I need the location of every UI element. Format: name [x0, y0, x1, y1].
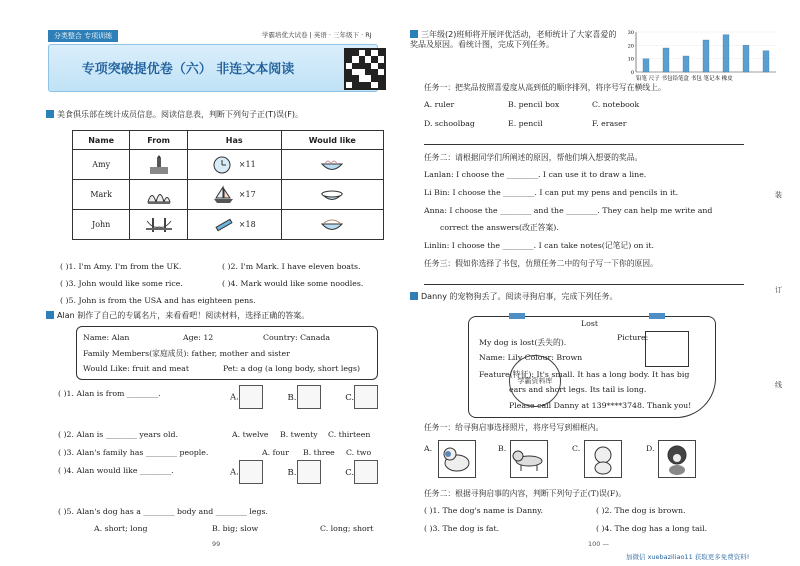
picture-frame — [645, 331, 689, 367]
q1-title: 美食俱乐部在统计成员信息。阅读信息表，判断下列句子正(T)误(F)。 — [46, 110, 386, 120]
member-name: John — [73, 210, 130, 240]
tape-icon — [509, 313, 525, 319]
has-count: ×18 — [238, 219, 256, 229]
page-title: 专项突破提优卷（六） 非连文本阅读 — [81, 62, 295, 77]
q3-title: 三年级(2)班师将开展评优活动，老师统计了大家喜爱的奖品及原因。看统计图，完成下列任务。 — [410, 30, 617, 50]
clock-icon — [213, 155, 239, 175]
q2-item: ( )1. Alan is from ________. — [58, 389, 161, 398]
tape-icon — [649, 313, 665, 319]
q3-task1: 任务一：把奖品按照喜爱度从高到低的顺序排列，将序号写在横线上。 — [424, 83, 666, 92]
dialog-line: Anna: I choose the ________ and the ________. They can help me write and — [424, 206, 713, 215]
boat-icon — [213, 185, 239, 205]
binding-mark: 订 — [775, 286, 782, 294]
q3-option: E. pencil — [508, 119, 543, 128]
q2-option: A. short; long — [94, 524, 148, 533]
q3-option: C. notebook — [592, 100, 640, 109]
dog-photo-c-icon — [584, 440, 622, 478]
q3-task2: 任务二：请根据同学们所阐述的原因，帮他们填入想要的奖品。 — [424, 153, 643, 162]
table-row — [73, 210, 384, 240]
q1-statement: ( )3. John would like some rice. — [60, 279, 183, 288]
q2-option: C. thirteen — [328, 430, 371, 439]
has-count: ×17 — [238, 189, 256, 199]
col-header: Would like — [281, 131, 383, 150]
q2-options-1: A. B. C. — [230, 385, 378, 409]
pen-icon — [213, 215, 239, 235]
q3-option: B. pencil box — [508, 100, 560, 109]
q2-option: A. twelve — [232, 430, 269, 439]
answer-line — [424, 284, 744, 285]
brand-line: 学霸培优大试卷 | 英语 · 三年级下 · RJ — [262, 31, 372, 39]
y-tick-label: 10 — [627, 56, 634, 63]
q3-option: F. eraser — [592, 119, 627, 128]
q2-option: B. three — [303, 448, 335, 457]
bar — [703, 40, 709, 72]
q2-option: B. twenty — [280, 430, 318, 439]
cn-tower-icon — [354, 385, 378, 409]
q1-statement: ( )1. I'm Amy. I'm from the UK. — [60, 262, 182, 271]
left-page — [0, 0, 392, 566]
dog-photo-a-icon — [438, 440, 476, 478]
dialog-line: Linlin: I choose the ________. I can take notes(记笔记) on it. — [424, 241, 655, 250]
food-icon — [239, 460, 263, 484]
noodle-bowl-icon — [319, 215, 345, 235]
notice-line: ears and short legs. Its tail is long. — [509, 385, 647, 394]
section-tag: 分类整合 专项训练 — [48, 30, 118, 42]
col-header: Has — [187, 131, 281, 150]
q2-item: ( )4. Alan would like ________. — [58, 466, 174, 475]
q2-option: C. two — [346, 448, 372, 457]
fruit-icon — [297, 460, 321, 484]
card-like: Would Like: fruit and meat — [83, 364, 189, 373]
card-country: Country: Canada — [263, 333, 330, 342]
section-marker-icon — [410, 292, 418, 300]
q4-statement: ( )3. The dog is fat. — [424, 524, 500, 533]
y-tick-label: 30 — [627, 30, 634, 36]
name-card — [76, 326, 378, 380]
photo-option: B. — [498, 444, 507, 453]
picture-label: Picture: — [617, 333, 649, 342]
page-number-right: 100 — — [588, 540, 609, 548]
q2-option: C. long; short — [320, 524, 374, 533]
y-tick-label: 0 — [630, 70, 634, 76]
dialog-line: correct the answers(改正答案). — [440, 223, 559, 232]
card-family: Family Members(家庭成员): father, mother and sister — [83, 349, 290, 358]
landmark-tower-icon — [239, 385, 263, 409]
dialog-line: Li Bin: I choose the ________. I can put my pens and pencils in it. — [424, 188, 679, 197]
lost-dog-notice — [468, 316, 716, 418]
big-ben-icon — [146, 155, 172, 175]
binding-mark: 装 — [775, 191, 782, 199]
fruit-and-meat-icon — [354, 460, 378, 484]
notice-line: Name: Lily Colour: Brown — [479, 353, 583, 362]
q1-statement: ( )5. John is from the USA and has eighteen pens. — [60, 296, 256, 305]
q4-title: Danny 的宠物狗丢了。阅读寻狗启事，完成下列任务。 — [410, 292, 710, 302]
q4-statement: ( )4. The dog has a long tail. — [596, 524, 708, 533]
card-name: Name: Alan — [83, 333, 130, 342]
q2-option: A. four — [262, 448, 289, 457]
section-marker-icon — [46, 311, 54, 319]
q2-item: ( )3. Alan's family has ________ people. — [58, 448, 209, 457]
photo-option: D. — [646, 444, 655, 453]
bar — [763, 51, 769, 72]
q4-task1: 任务一：给寻狗启事选择照片，将序号写到相框内。 — [424, 423, 604, 432]
bar — [663, 48, 669, 72]
table-row — [73, 180, 384, 210]
member-info-table — [72, 130, 384, 240]
notice-line: Feature(特征): It's small. It has a long body. It has big — [479, 370, 690, 379]
card-age: Age: 12 — [183, 333, 214, 342]
qr-code-icon — [344, 48, 386, 90]
opera-house-icon — [146, 185, 172, 205]
q4-statement: ( )2. The dog is brown. — [596, 506, 686, 515]
section-marker-icon — [410, 30, 418, 38]
notice-line: My dog is lost(丢失的). — [479, 338, 567, 347]
table-row — [73, 150, 384, 180]
rice-bowl-icon — [319, 185, 345, 205]
prize-bar-chart — [622, 30, 782, 82]
col-header: From — [130, 131, 188, 150]
has-count: ×11 — [238, 159, 256, 169]
member-name: Amy — [73, 150, 130, 180]
dialog-line: Lanlan: I choose the ________. I can use it to draw a line. — [424, 170, 647, 179]
q1-statement: ( )4. Mark would like some noodles. — [222, 279, 364, 288]
big-ben-icon — [297, 385, 321, 409]
footer-note: 加微信 xuebaziliao11 获取更多免费资料! — [626, 553, 750, 561]
q3-option: D. schoolbag — [424, 119, 475, 128]
notice-title: Lost — [581, 319, 599, 328]
bar — [743, 45, 749, 72]
binding-mark: 线 — [775, 381, 782, 389]
q4-statement: ( )1. The dog's name is Danny. — [424, 506, 544, 515]
q2-option: B. big; slow — [212, 524, 259, 533]
dog-photo-d-icon — [658, 440, 696, 478]
q2-item: ( )2. Alan is ________ years old. — [58, 430, 178, 439]
watermark-stamp: 学霸资料库 — [509, 355, 561, 407]
member-name: Mark — [73, 180, 130, 210]
q2-options-4: A. B. C. — [230, 460, 378, 484]
noodles-icon — [319, 155, 345, 175]
bar — [723, 35, 729, 72]
page-number-left: 99 — [212, 540, 221, 548]
answer-line — [424, 144, 744, 145]
q3-task3: 任务三：假如你选择了书包，仿照任务二中的句子写一下你的原因。 — [424, 259, 658, 268]
col-header: Name — [73, 131, 130, 150]
section-marker-icon — [46, 110, 54, 118]
q1-statement: ( )2. I'm Mark. I have eleven boats. — [222, 262, 361, 271]
y-tick-label: 20 — [627, 43, 634, 50]
bar — [683, 56, 689, 72]
card-pet: Pet: a dog (a long body, short legs) — [223, 364, 361, 373]
q2-title: Alan 制作了自己的专属名片，来看看吧！阅读材料，选择正确的答案。 — [46, 311, 386, 321]
right-page — [400, 0, 800, 566]
golden-gate-bridge-icon — [146, 215, 172, 235]
photo-option: C. — [572, 444, 581, 453]
notice-line: Please call Danny at 139****3748. Thank you! — [509, 401, 692, 410]
table-header-row — [73, 131, 384, 150]
q4-task2: 任务二：根据寻狗启事的内容，判断下列句子正(T)误(F)。 — [424, 489, 627, 498]
q2-item: ( )5. Alan's dog has a ________ body and ________ legs. — [58, 507, 268, 516]
title-banner — [48, 44, 378, 92]
dog-photo-b-icon — [510, 440, 548, 478]
photo-option: A. — [424, 444, 433, 453]
q3-option: A. ruler — [424, 100, 455, 109]
bar — [643, 59, 649, 72]
x-tick-labels: 铅笔 尺子 书包铅笔盒 书包 笔记本 橡皮 — [636, 76, 733, 82]
